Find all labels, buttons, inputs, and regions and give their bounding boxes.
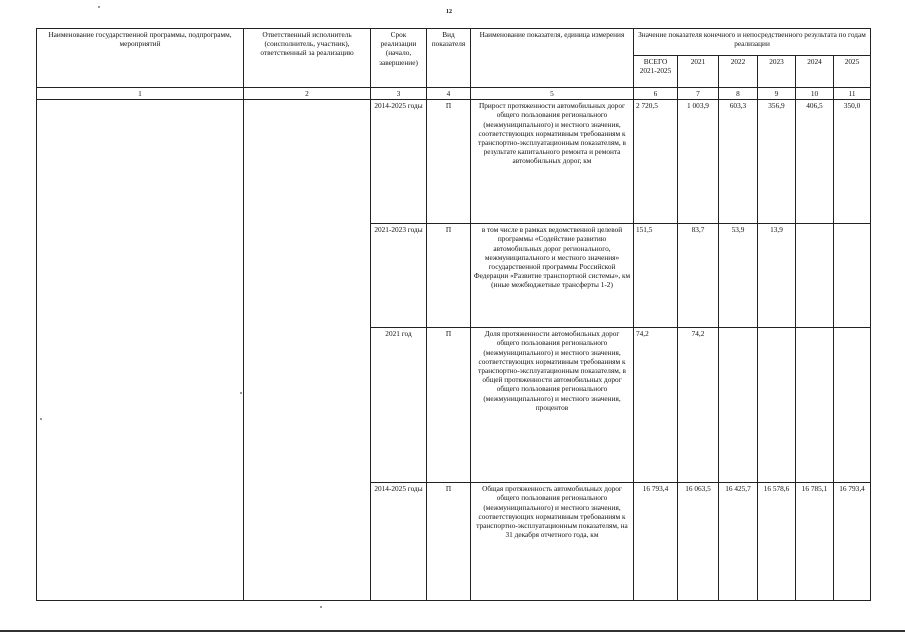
value-cell-2024 <box>796 224 834 328</box>
period-cell: 2021-2023 годы <box>371 224 427 328</box>
indicator-name-cell: Доля протяженности автомобильных дорог общего пользования регионального (межмуниципального) и местного значения, соответствующих нормативным требованиям к транспортно-эксплуатационным показателям, в общей протяженности автомобильных дорог общего пользования регионального (межмуниципального) и местного значения, процентов <box>471 328 634 483</box>
scan-speck <box>98 6 100 8</box>
value-cell-2025: 16 793,4 <box>834 483 871 601</box>
program-cell <box>37 100 244 601</box>
total-cell: 74,2 <box>634 328 678 483</box>
column-index: 10 <box>796 88 834 100</box>
column-index: 9 <box>758 88 796 100</box>
header-indicator-type: Вид показателя <box>427 29 471 88</box>
type-cell: П <box>427 224 471 328</box>
header-period: Срок реализации (начало, завершение) <box>371 29 427 88</box>
column-index: 7 <box>678 88 719 100</box>
value-cell-2023 <box>758 328 796 483</box>
indicator-name-cell: Прирост протяженности автомобильных дорог общего пользования регионального (межмуниципального) и местного значения, соответствующих нормативным требованиям к транспортно-эксплуатационным показателям, в результате капитального ремонта и ремонта автомобильных дорог, км <box>471 100 634 224</box>
column-index: 11 <box>834 88 871 100</box>
column-index: 6 <box>634 88 678 100</box>
header-year-2023: 2023 <box>758 56 796 88</box>
total-cell: 16 793,4 <box>634 483 678 601</box>
scan-speck <box>40 418 42 420</box>
indicator-name-cell: Общая протяженность автомобильных дорог общего пользования регионального (межмуниципального) и местного значения, соответствующих нормативным требованиям к транспортно-эксплуатационным показателям, на 31 декабря отчетного года, км <box>471 483 634 601</box>
period-cell: 2014-2025 годы <box>371 100 427 224</box>
value-cell-2025 <box>834 328 871 483</box>
type-cell: П <box>427 100 471 224</box>
value-cell-2023: 356,9 <box>758 100 796 224</box>
header-executor: Ответственный исполнитель (соисполнитель, участник), ответственный за реализацию <box>244 29 371 88</box>
header-values-group: Значение показателя конечного и непосредственного результата по годам реализации <box>634 29 871 56</box>
scan-edge-line <box>0 630 905 632</box>
header-year-2025: 2025 <box>834 56 871 88</box>
header-year-2021: 2021 <box>678 56 719 88</box>
indicator-name-cell: в том числе в рамках ведомственной целевой программы «Содействие развитию автомобильных дорог регионального, межмуниципального и местного значения» государственной программы Российской Федерации «Развитие транспортной системы», км (иные межбюджетные трансферты 1-2) <box>471 224 634 328</box>
value-cell-2024: 16 785,1 <box>796 483 834 601</box>
value-cell-2022: 53,9 <box>719 224 758 328</box>
value-cell-2025: 350,0 <box>834 100 871 224</box>
value-cell-2023: 16 578,6 <box>758 483 796 601</box>
header-total: ВСЕГО 2021-2025 <box>634 56 678 88</box>
value-cell-2021: 1 003,9 <box>678 100 719 224</box>
value-cell-2025 <box>834 224 871 328</box>
header-year-2022: 2022 <box>719 56 758 88</box>
value-cell-2024 <box>796 328 834 483</box>
period-cell: 2021 год <box>371 328 427 483</box>
header-program: Наименование государственной программы, подпрограмм, мероприятий <box>37 29 244 88</box>
value-cell-2022: 603,3 <box>719 100 758 224</box>
header-indicator-name: Наименование показателя, единица измерения <box>471 29 634 88</box>
value-cell-2021: 83,7 <box>678 224 719 328</box>
period-cell: 2014-2025 годы <box>371 483 427 601</box>
value-cell-2021: 74,2 <box>678 328 719 483</box>
scan-speck <box>320 606 322 608</box>
value-cell-2023: 13,9 <box>758 224 796 328</box>
page-number: 12 <box>446 9 452 15</box>
column-index: 4 <box>427 88 471 100</box>
type-cell: П <box>427 328 471 483</box>
column-index: 1 <box>37 88 244 100</box>
scan-speck <box>240 392 242 394</box>
total-cell: 2 720,5 <box>634 100 678 224</box>
column-index: 5 <box>471 88 634 100</box>
value-cell-2021: 16 063,5 <box>678 483 719 601</box>
value-cell-2022 <box>719 328 758 483</box>
indicators-table <box>36 28 871 601</box>
value-cell-2024: 406,5 <box>796 100 834 224</box>
table-row <box>37 100 871 224</box>
total-cell: 151,5 <box>634 224 678 328</box>
column-index: 2 <box>244 88 371 100</box>
header-year-2024: 2024 <box>796 56 834 88</box>
value-cell-2022: 16 425,7 <box>719 483 758 601</box>
executor-cell <box>244 100 371 601</box>
column-index: 8 <box>719 88 758 100</box>
column-index: 3 <box>371 88 427 100</box>
type-cell: П <box>427 483 471 601</box>
